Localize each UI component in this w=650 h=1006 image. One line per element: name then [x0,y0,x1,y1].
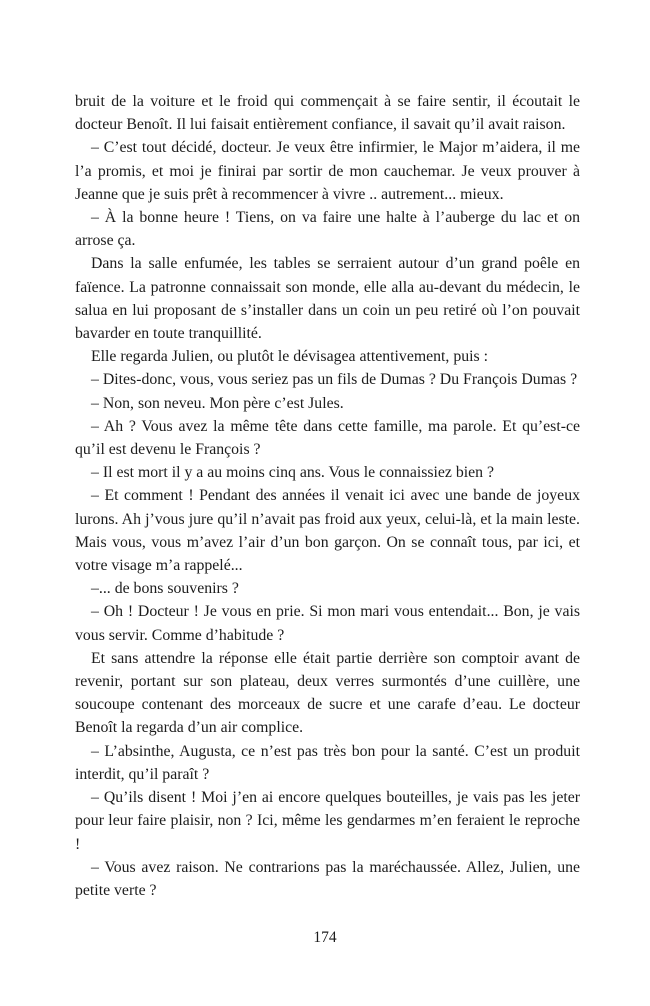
paragraph: – Non, son neveu. Mon père c’est Jules. [91,394,344,412]
paragraph: Elle regarda Julien, ou plutôt le dévisagea attentivement, puis : [91,348,488,366]
paragraph: Et sans attendre la réponse elle était partie derrière son comptoir avant de revenir, portant sur son plateau, deux verres surmontés d’une cuillère, une soucoupe contenant des morceaux de sucre et une carafe d’eau. Le docteur Benoît la regarda d’un air complice. [75,649,580,737]
paragraph: – Et comment ! Pendant des années il venait ici avec une bande de joyeux lurons. Ah j’vous jure qu’il n’avait pas froid aux yeux, celui-là, et la main leste. Mais vous, vous m’avez l’air d’un bon garçon. On se connaît tous, par ici, et votre visage m’a rappelé... [75,487,580,575]
paragraph: –... de bons souvenirs ? [91,580,239,598]
paragraph: – L’absinthe, Augusta, ce n’est pas très bon pour la santé. C’est un produit interdit, qu’il paraît ? [75,742,580,783]
paragraph: – Oh ! Docteur ! Je vous en prie. Si mon mari vous entendait... Bon, je vais vous servir. Comme d’habitude ? [75,603,580,644]
body-text [75,90,580,902]
page-number: 174 [313,929,337,946]
paragraph: – Il est mort il y a au moins cinq ans. Vous le connaissiez bien ? [91,464,495,482]
paragraph: – Dites-donc, vous, vous seriez pas un fils de Dumas ? Du François Dumas ? [91,371,578,389]
paragraph: – Vous avez raison. Ne contrarions pas la maréchaussée. Allez, Julien, une petite verte ? [75,858,580,899]
paragraph: bruit de la voiture et le froid qui commençait à se faire sentir, il écoutait le docteur Benoît. Il lui faisait entièrement confiance, il savait qu’il avait raison. [75,93,580,134]
paragraph: – Ah ? Vous avez la même tête dans cette famille, ma parole. Et qu’est-ce qu’il est devenu le François ? [75,417,580,459]
paragraph: – Qu’ils disent ! Moi j’en ai encore quelques bouteilles, je vais pas les jeter pour leur faire plaisir, non ? Ici, même les gendarmes m’en feraient le reproche ! [75,789,580,853]
paragraph: – À la bonne heure ! Tiens, on va faire une halte à l’auberge du lac et on arrose ça. [75,209,580,250]
paragraph: – C’est tout décidé, docteur. Je veux être infirmier, le Major m’aidera, il me l’a promis, et moi je finirai par sortir de mon cauchemar. Je veux prouver à Jeanne que je suis prêt à recommencer à vivre .. autrement... mieux. [75,139,580,203]
paragraph: Dans la salle enfumée, les tables se serraient autour d’un grand poêle en faïence. La patronne connaissait son monde, elle alla au-devant du médecin, le salua en lui proposant de s’installer dans un coin un peu retiré où l’on pouvait bavarder en toute tranquillité. [75,255,580,343]
